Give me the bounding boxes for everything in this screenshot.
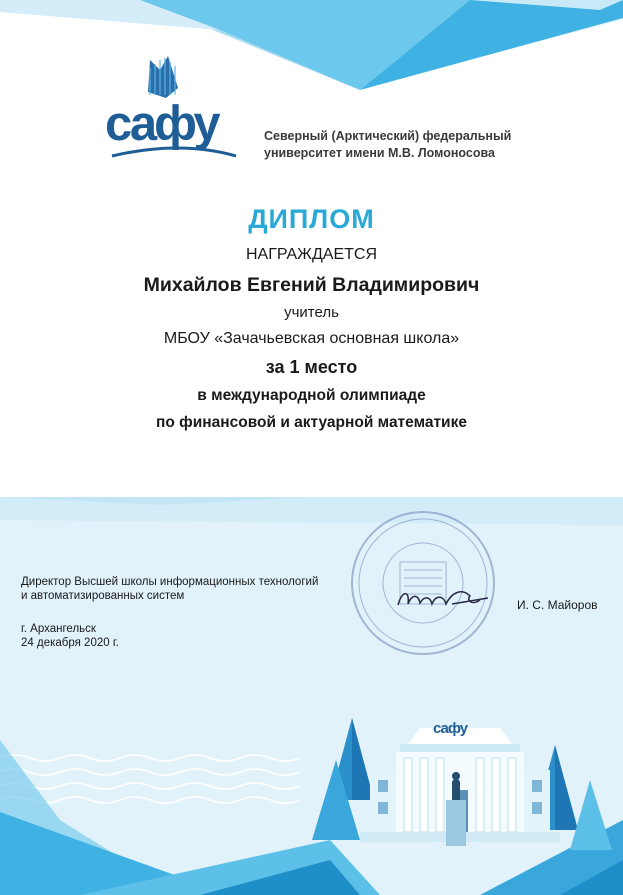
signer-name: И. С. Майоров <box>517 598 598 612</box>
building-logo-text: сафу <box>433 720 468 737</box>
recipient-role: учитель <box>284 304 339 321</box>
event-line-1: в международной олимпиаде <box>197 387 426 404</box>
recipient-school: МБОУ «Зачачьевская основная школа» <box>163 330 460 347</box>
awarded-label: НАГРАЖДАЕТСЯ <box>246 246 377 263</box>
director-title <box>21 575 318 603</box>
city: г. Архангельск <box>21 623 96 635</box>
recipient-name: Михайлов Евгений Владимирович <box>143 274 480 296</box>
diploma-title: ДИПЛОМ <box>248 204 375 234</box>
university-name <box>264 128 511 162</box>
university-name-line-2: университет имени М.В. Ломоносова <box>264 146 495 160</box>
event-line-2: по финансовой и актуарной математике <box>156 414 467 431</box>
university-logo-text: сафу <box>105 97 218 151</box>
director-title-line-1: Директор Высшей школы информационных технологий <box>21 576 319 588</box>
issue-date: 24 декабря 2020 г. <box>21 637 119 649</box>
university-name-line-1: Северный (Арктический) федеральный <box>264 129 512 143</box>
award-place: за 1 место <box>265 357 358 377</box>
director-title-line-2: и автоматизированных систем <box>21 590 185 602</box>
